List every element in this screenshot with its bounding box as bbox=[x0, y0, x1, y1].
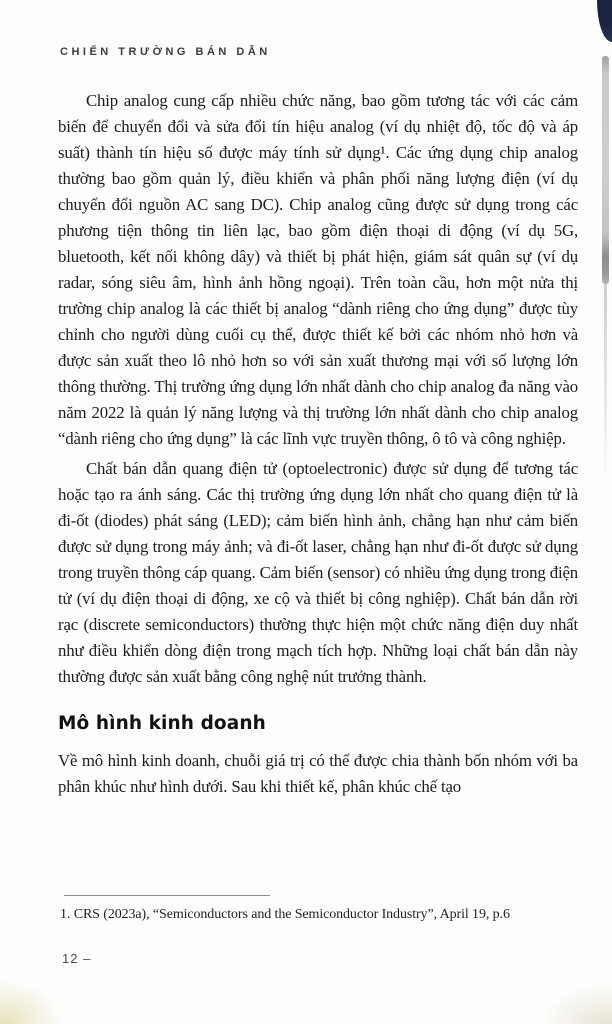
page-edge-line-artifact bbox=[604, 284, 607, 482]
footnote-citation: 1. CRS (2023a), “Semiconductors and the Semiconductor Industry”, April 19, p.6 bbox=[60, 907, 510, 922]
page-number: 12 – bbox=[62, 951, 92, 966]
paragraph-optoelectronics: Chất bán dẫn quang điện tử (optoelectronic) được sử dụng để tương tác hoặc tạo ra ánh sáng. Các thị trường ứng dụng lớn nhất cho quang điện tử là đi-ốt (diodes) phát sáng (LED); cảm biến hình ảnh, chẳng hạn như cảm biến được sử dụng trong máy ảnh; và đi-ốt laser, chẳng hạn như đi-ốt được sử dụng trong truyền thông cáp quang. Cảm biến (sensor) có nhiều ứng dụng trong điện tử (ví dụ điện thoại di động, xe cộ và thiết bị công nghiệp). Chất bán dẫn rời rạc (discrete semiconductors) thường thực hiện một chức năng điện duy nhất như điều khiển dòng điện trong mạch tích hợp. Những loại chất bán dẫn này thường được sản xuất bằng công nghệ nút trưởng thành. bbox=[58, 459, 578, 686]
running-header: CHIẾN TRƯỜNG BÁN DẪN bbox=[60, 46, 271, 58]
section-heading-business-model: Mô hình kinh doanh bbox=[58, 713, 266, 734]
footnote-divider bbox=[64, 895, 270, 896]
page-body bbox=[58, 88, 578, 800]
paragraph-business-model: Về mô hình kinh doanh, chuỗi giá trị có thể được chia thành bốn nhóm với ba phân khúc như hình dưới. Sau khi thiết kế, phân khúc chế tạo bbox=[58, 751, 578, 796]
scan-smudge-bottom-right bbox=[540, 982, 612, 1024]
paragraph-analog-chips: Chip analog cung cấp nhiều chức năng, bao gồm tương tác với các cảm biến để chuyển đổi và sửa đổi tín hiệu analog (ví dụ nhiệt độ, tốc độ và áp suất) thành tín hiệu số được máy tính sử dụng¹. Các ứng dụng chip analog thường bao gồm quản lý, điều khiển và phân phối năng lượng điện (ví dụ chuyển đổi nguồn AC sang DC). Chip analog cũng được sử dụng trong các phương tiện thông tin liên lạc, bao gồm điện thoại di động (ví dụ 5G, bluetooth, kết nối không dây) và thiết bị phát hiện, giám sát quân sự (ví dụ radar, sóng siêu âm, hình ảnh hồng ngoại). Trên toàn cầu, hơn một nửa thị trường chip analog là các thiết bị analog “dành riêng cho ứng dụng” được tùy chỉnh cho người dùng cuối cụ thể, được thiết kế bởi các nhóm nhỏ hơn và được sản xuất theo lô nhỏ hơn so với sản xuất thương mại với số lượng lớn thông thường. Thị trường ứng dụng lớn nhất dành cho chip analog đa năng vào năm 2022 là quản lý năng lượng và thị trường lớn nhất dành cho chip analog “dành riêng cho ứng dụng” là các lĩnh vực truyền thông, ô tô và công nghiệp. bbox=[58, 91, 578, 448]
page-edge-strip-artifact bbox=[602, 56, 609, 284]
book-cover-corner-artifact bbox=[597, 0, 612, 42]
scan-smudge-bottom-left bbox=[0, 978, 64, 1024]
